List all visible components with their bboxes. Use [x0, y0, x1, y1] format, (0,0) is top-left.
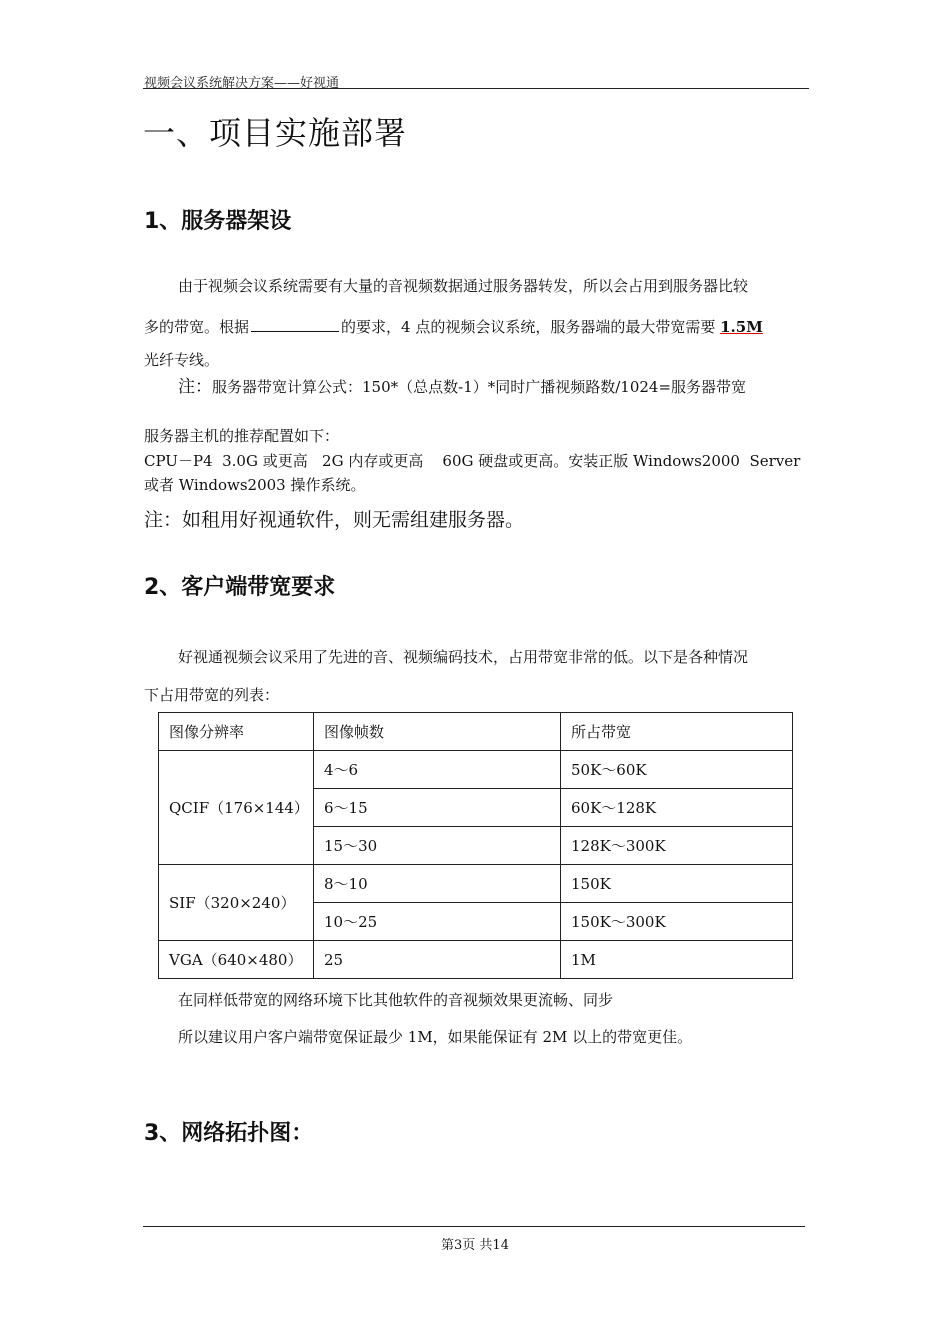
- chapter-heading: 一、项目实施部署: [143, 114, 408, 152]
- header-cell: 图像分辨率: [159, 713, 314, 751]
- section2-para-line2: 下占用带宽的列表：: [144, 686, 280, 704]
- header-divider: [143, 88, 809, 89]
- note-formula-text: 服务器带宽计算公式：150*（总点数-1）*同时广播视频路数/1024=服务器带宽: [212, 378, 747, 396]
- resolution-cell: VGA（640×480）: [159, 941, 314, 979]
- bandwidth-cell: 1M: [561, 941, 793, 979]
- note-formula: [178, 372, 746, 397]
- section1-heading: 1、服务器架设: [144, 209, 292, 234]
- bandwidth-cell: 150K: [561, 865, 793, 903]
- header-cell: 所占带宽: [561, 713, 793, 751]
- table-row: [159, 941, 793, 979]
- bandwidth-cell: 128K～300K: [561, 827, 793, 865]
- frames-cell: 4～6: [314, 751, 561, 789]
- after-table-line2: 所以建议用户客户端带宽保证最少 1M，如果能保证有 2M 以上的带宽更佳。: [178, 1028, 693, 1046]
- bandwidth-cell: 60K～128K: [561, 789, 793, 827]
- after-table-line1: 在同样低带宽的网络环境下比其他软件的音视频效果更流畅、同步: [178, 991, 614, 1009]
- bandwidth-cell: 150K～300K: [561, 903, 793, 941]
- frames-cell: 25: [314, 941, 561, 979]
- table-header-row: [159, 713, 793, 751]
- section3-heading: 3、网络拓扑图：: [144, 1121, 314, 1146]
- footer-divider: [143, 1226, 805, 1227]
- para-line2-mid: 的要求，4 点的视频会议系统，服务器端的最大带宽需要: [341, 318, 716, 336]
- page-number: 第3页 共14: [441, 1238, 509, 1253]
- bandwidth-value: 1.5M: [720, 318, 763, 336]
- config-title: 服务器主机的推荐配置如下：: [144, 427, 340, 445]
- resolution-cell: QCIF（176×144）: [159, 751, 314, 865]
- table-row: [159, 865, 793, 903]
- para-line2-start: 多的带宽。根据: [144, 318, 250, 336]
- config-line2: 或者 Windows2003 操作系统。: [144, 476, 366, 494]
- header-cell: 图像帧数: [314, 713, 561, 751]
- blank-underline: [251, 321, 339, 332]
- frames-cell: 6～15: [314, 789, 561, 827]
- bandwidth-cell: 50K～60K: [561, 751, 793, 789]
- frames-cell: 10～25: [314, 903, 561, 941]
- table-row: [159, 751, 793, 789]
- section2-para-line1: 好视通视频会议采用了先进的音、视频编码技术，占用带宽非常的低。以下是各种情况: [178, 648, 749, 666]
- running-header: 视频会议系统解决方案——好视通: [144, 76, 340, 91]
- frames-cell: 15～30: [314, 827, 561, 865]
- section1-para-line1: 由于视频会议系统需要有大量的音视频数据通过服务器转发，所以会占用到服务器比较: [178, 277, 749, 295]
- config-line1: CPU－P4 3.0G 或更高 2G 内存或更高 60G 硬盘或更高。安装正版 Windows2000 Server: [144, 452, 801, 470]
- section1-para-line3: 光纤专线。: [144, 351, 220, 369]
- section2-heading: 2、客户端带宽要求: [144, 575, 336, 600]
- bandwidth-table: [158, 712, 793, 979]
- frames-cell: 8～10: [314, 865, 561, 903]
- resolution-cell: SIF（320×240）: [159, 865, 314, 941]
- note-label: 注：: [178, 377, 212, 397]
- section1-para-line2: [144, 316, 763, 337]
- rent-note: 注：如租用好视通软件，则无需组建服务器。: [144, 509, 525, 531]
